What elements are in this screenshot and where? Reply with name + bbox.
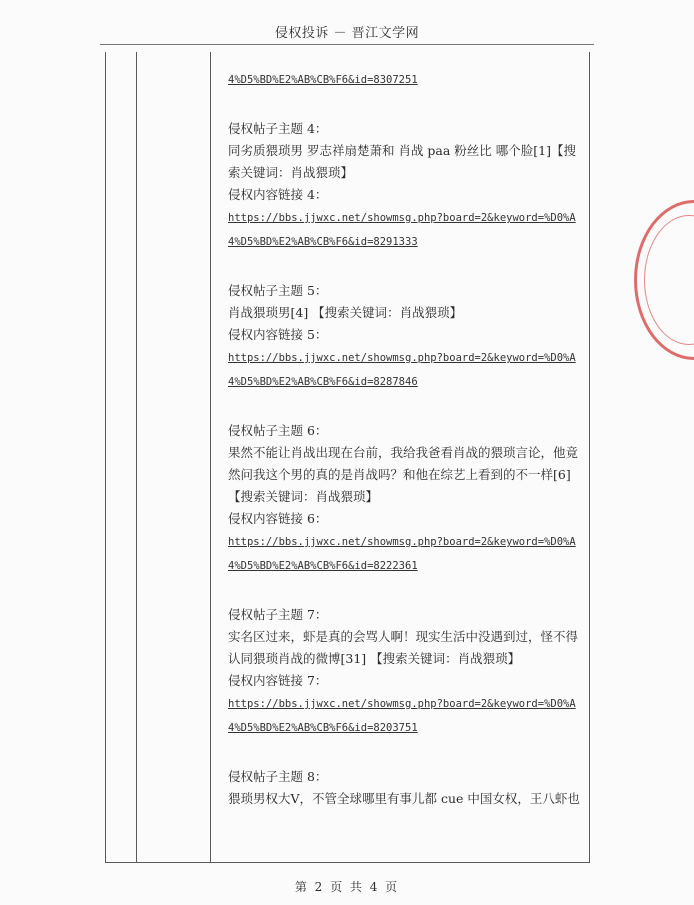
link-label: 侵权内容链接 6： (228, 511, 328, 526)
link-label: 侵权内容链接 5： (228, 327, 328, 342)
infringing-link[interactable]: https://bbs.jjwxc.net/showmsg.php?board=2&keyword=%D0%A (228, 698, 576, 710)
topic-text: 索关键词：肖战猥琐】 (228, 165, 354, 180)
topic-label: 侵权帖子主题 5： (228, 283, 328, 298)
infringing-link-continuation[interactable]: 4%D5%BD%E2%AB%CB%F6&id=8307251 (228, 74, 418, 86)
topic-text: 同劣质猥琐男 罗志祥扇楚萧和 肖战 paa 粉丝比 哪个脸[1]【搜 (228, 143, 576, 158)
spacer (228, 740, 580, 766)
infringing-link[interactable]: https://bbs.jjwxc.net/showmsg.php?board=2&keyword=%D0%A (228, 536, 576, 548)
topic-label: 侵权帖子主题 4： (228, 121, 328, 136)
infringement-entry (228, 118, 580, 254)
infringement-entry (228, 766, 580, 810)
topic-label: 侵权帖子主题 7： (228, 607, 328, 622)
infringement-entry (228, 604, 580, 740)
topic-text: 认同猥琐肖战的微博[31] 【搜索关键词：肖战猥琐】 (228, 651, 521, 666)
topic-text: 猥琐男权大V，不管全球哪里有事儿都 cue 中国女权，王八虾也 (228, 791, 580, 806)
table-column-divider (210, 52, 211, 862)
spacer (228, 394, 580, 420)
infringing-link[interactable]: 4%D5%BD%E2%AB%CB%F6&id=8222361 (228, 560, 418, 572)
infringing-link[interactable]: 4%D5%BD%E2%AB%CB%F6&id=8203751 (228, 722, 418, 734)
spacer (228, 578, 580, 604)
infringing-link[interactable]: https://bbs.jjwxc.net/showmsg.php?board=2&keyword=%D0%A (228, 352, 576, 364)
topic-label: 侵权帖子主题 8： (228, 769, 328, 784)
topic-text: 肖战猥琐男[4] 【搜索关键词：肖战猥琐】 (228, 305, 463, 320)
header-rule (100, 44, 594, 45)
infringement-entry (228, 280, 580, 394)
page-header: 侵权投诉 － 晋江文学网 (274, 26, 420, 41)
spacer (228, 92, 580, 118)
infringing-link[interactable]: 4%D5%BD%E2%AB%CB%F6&id=8291333 (228, 236, 418, 248)
topic-text: 实名区过来，虾是真的会骂人啊！现实生活中没遇到过，怪不得 (228, 629, 579, 644)
topic-label: 侵权帖子主题 6： (228, 423, 328, 438)
page-number: 第 2 页 共 4 页 (294, 880, 400, 894)
link-label: 侵权内容链接 7： (228, 673, 328, 688)
topic-text: 然问我这个男的真的是肖战吗？和他在综艺上看到的不一样[6] (228, 467, 571, 482)
document-content (228, 68, 580, 810)
table-column-divider (136, 52, 137, 862)
link-label: 侵权内容链接 4： (228, 187, 328, 202)
infringing-link[interactable]: https://bbs.jjwxc.net/showmsg.php?board=2&keyword=%D0%A (228, 212, 576, 224)
infringing-link[interactable]: 4%D5%BD%E2%AB%CB%F6&id=8287846 (228, 376, 418, 388)
topic-text: 【搜索关键词：肖战猥琐】 (228, 489, 379, 504)
topic-text: 果然不能让肖战出现在台前，我给我爸看肖战的猥琐言论，他竟 (228, 445, 579, 460)
spacer (228, 254, 580, 280)
infringement-entry (228, 420, 580, 578)
